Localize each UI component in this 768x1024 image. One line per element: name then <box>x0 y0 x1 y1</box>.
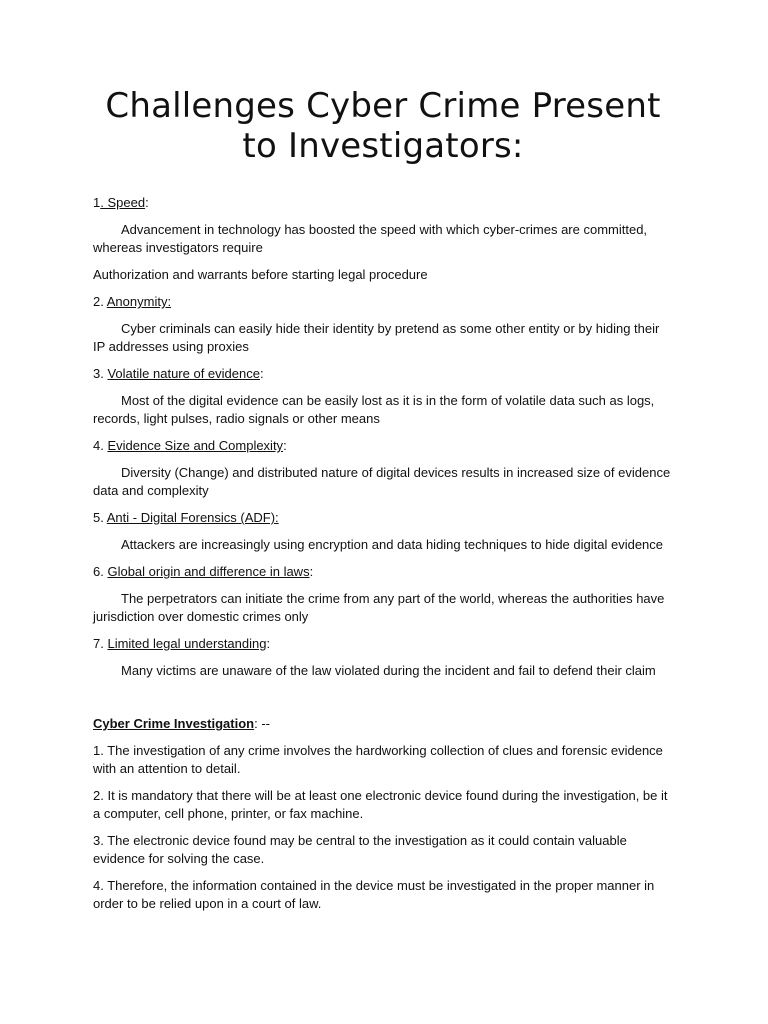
investigation-title: Cyber Crime Investigation <box>93 716 255 731</box>
investigation-point-2: 2. It is mandatory that there will be at least one electronic device found during the investigation, be it a computer, cell phone, printer, or fax machine. <box>93 788 668 821</box>
challenge-body-1: Advancement in technology has boosted the speed with which cyber-crimes are committed, whereas investigators require <box>93 222 648 255</box>
challenge-heading-4: 4. Evidence Size and Complexity: <box>93 438 287 453</box>
document-title <box>93 86 673 166</box>
challenge-title-3: Volatile nature of evidence <box>107 366 260 381</box>
challenge-body-5: Attackers are increasingly using encryption and data hiding techniques to hide digital evidence <box>121 537 664 552</box>
challenge-body-2: Cyber criminals can easily hide their identity by pretend as some other entity or by hiding their IP addresses using proxies <box>93 321 660 354</box>
challenge-body-4: Diversity (Change) and distributed nature of digital devices results in increased size of evidence data and complexity <box>93 465 671 498</box>
investigation-heading: Cyber Crime Investigation: -- <box>93 716 270 731</box>
investigation-point-3: 3. The electronic device found may be central to the investigation as it could contain valuable evidence for solving the case. <box>93 833 627 866</box>
section-spacer <box>93 689 673 715</box>
challenge-heading-2: 2. Anonymity: <box>93 294 172 309</box>
investigation-point-4: 4. Therefore, the information contained in the device must be investigated in the proper manner in order to be relied upon in a court of law. <box>93 878 655 911</box>
title-line-1: Challenges Cyber Crime Present <box>105 86 661 126</box>
challenge-title-6: Global origin and difference in laws <box>107 564 310 579</box>
challenge-heading-7: 7. Limited legal understanding: <box>93 636 271 651</box>
title-line-2: to Investigators: <box>242 126 524 166</box>
challenge-title-7: Limited legal understanding <box>107 636 267 651</box>
challenge-heading-1: 1. Speed: <box>93 195 149 210</box>
challenge-title-1: . Speed <box>100 195 146 210</box>
investigation-point-1: 1. The investigation of any crime involves the hardworking collection of clues and forensic evidence with an attention to detail. <box>93 743 663 776</box>
challenge-heading-3: 3. Volatile nature of evidence: <box>93 366 264 381</box>
challenge-body-3: Most of the digital evidence can be easily lost as it is in the form of volatile data such as logs, records, light pulses, radio signals or other means <box>93 393 655 426</box>
challenge-title-2: Anonymity: <box>106 294 172 309</box>
challenge-title-4: Evidence Size and Complexity <box>107 438 284 453</box>
challenge-body-1-extra: Authorization and warrants before starting legal procedure <box>93 267 428 282</box>
challenge-title-5: Anti - Digital Forensics (ADF): <box>106 510 279 525</box>
challenge-heading-6: 6. Global origin and difference in laws: <box>93 564 314 579</box>
document-page <box>93 86 673 922</box>
challenge-heading-5: 5. Anti - Digital Forensics (ADF): <box>93 510 279 525</box>
challenge-body-6: The perpetrators can initiate the crime from any part of the world, whereas the authorities have jurisdiction over domestic crimes only <box>93 591 665 624</box>
challenge-body-7: Many victims are unaware of the law violated during the incident and fail to defend their claim <box>121 663 656 678</box>
